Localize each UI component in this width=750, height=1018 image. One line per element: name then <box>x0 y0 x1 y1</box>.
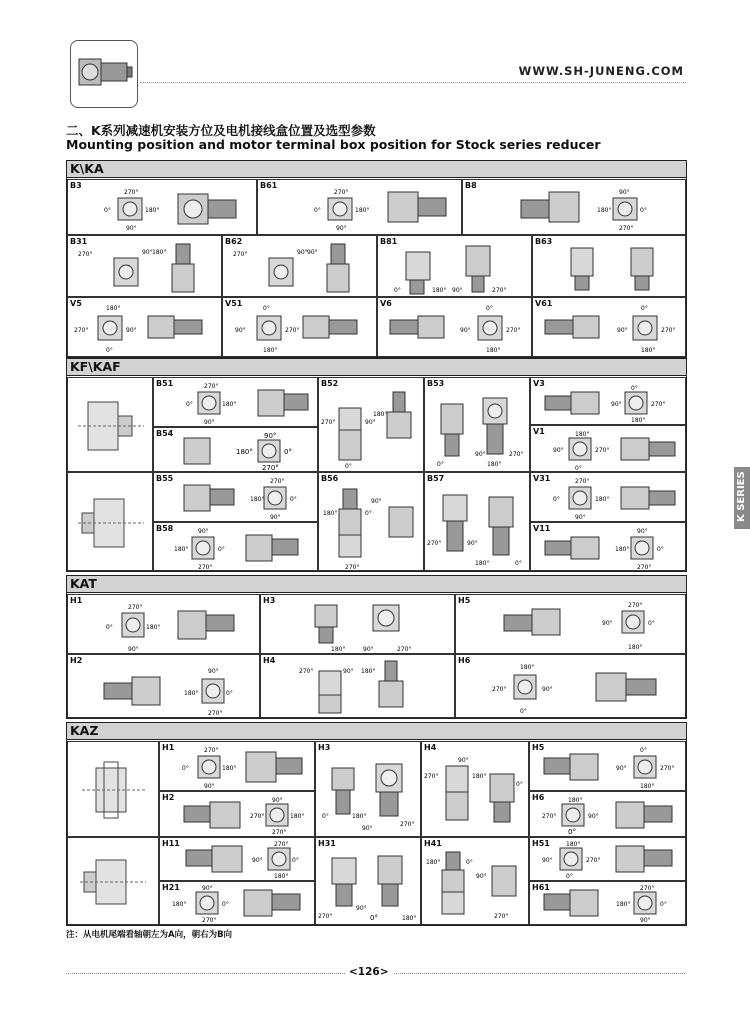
svg-text:90°: 90° <box>637 528 648 535</box>
gearbox-diagram <box>540 744 685 790</box>
svg-text:180°: 180° <box>290 813 305 820</box>
svg-text:90°: 90° <box>362 825 373 832</box>
svg-text:90°: 90° <box>208 668 219 675</box>
svg-text:0°: 0° <box>263 305 270 312</box>
svg-text:0°: 0° <box>290 496 297 503</box>
svg-text:90°: 90° <box>611 401 622 408</box>
series-side-tab <box>734 467 750 529</box>
svg-text:270°: 270° <box>492 686 507 693</box>
svg-text:180°: 180° <box>472 773 487 780</box>
svg-text:0°: 0° <box>182 765 189 772</box>
page-title-cn: 二、K系列减速机安装方位及电机接线盒位置及选型参数 <box>66 123 376 138</box>
svg-text:270°: 270° <box>509 451 524 458</box>
svg-text:0°: 0° <box>370 914 378 922</box>
section-title: K\KA <box>67 161 686 178</box>
svg-text:180°: 180° <box>615 546 630 553</box>
svg-text:0°: 0° <box>314 207 321 214</box>
svg-text:90°: 90° <box>542 857 553 864</box>
svg-text:270°: 270° <box>272 829 287 836</box>
svg-text:180°: 180° <box>174 546 189 553</box>
gearbox-diagram <box>386 242 531 296</box>
svg-text:180°: 180° <box>486 347 501 354</box>
svg-text:180°: 180° <box>172 901 187 908</box>
svg-text:180°: 180° <box>640 783 655 790</box>
svg-text:180°: 180° <box>373 411 388 418</box>
gearbox-diagram <box>321 388 425 472</box>
svg-text:0°: 0° <box>284 448 292 456</box>
svg-text:90°: 90° <box>460 327 471 334</box>
svg-text:90°: 90° <box>204 419 215 426</box>
gearbox-diagram <box>98 601 258 653</box>
svg-text:0°: 0° <box>292 857 299 864</box>
section-kf-kaf <box>66 358 687 572</box>
svg-text:270°: 270° <box>262 464 279 472</box>
gearbox-diagram <box>540 840 685 880</box>
svg-text:180°: 180° <box>263 347 278 354</box>
svg-text:0°: 0° <box>566 873 573 880</box>
svg-text:270°: 270° <box>198 564 213 571</box>
svg-text:90°: 90° <box>602 620 613 627</box>
svg-text:90°: 90° <box>343 668 354 675</box>
svg-text:90°: 90° <box>142 249 153 256</box>
svg-text:180°: 180° <box>628 644 643 651</box>
mounting-cell-v6: V6 0° 90° 270° 180° <box>377 297 532 357</box>
gearbox-diagram <box>72 302 222 356</box>
svg-text:270°: 270° <box>345 564 360 571</box>
svg-text:90°: 90° <box>252 857 263 864</box>
svg-text:270°: 270° <box>233 251 248 258</box>
svg-text:180°: 180° <box>568 797 583 804</box>
mounting-cell-b61: B61 270° 0° 180° 90° <box>257 179 462 235</box>
svg-text:270°: 270° <box>321 419 336 426</box>
gearbox-diagram <box>174 380 314 426</box>
mounting-cell-h5: H5 0° 90° 270° 180° <box>529 741 686 791</box>
svg-text:0°: 0° <box>520 708 527 715</box>
svg-text:270°: 270° <box>208 710 223 717</box>
svg-text:270°: 270° <box>424 773 439 780</box>
gearbox-diagram <box>291 659 451 717</box>
svg-text:0°: 0° <box>640 207 647 214</box>
svg-text:180°: 180° <box>352 813 367 820</box>
svg-text:270°: 270° <box>492 287 507 294</box>
svg-text:270°: 270° <box>299 668 314 675</box>
svg-text:180°: 180° <box>361 668 376 675</box>
page-title-en: Mounting position and motor terminal box position for Stock series reducer <box>66 137 601 152</box>
svg-text:180°: 180° <box>426 859 441 866</box>
gearbox-diagram <box>513 186 683 234</box>
svg-text:270°: 270° <box>204 383 219 390</box>
mounting-cell-b81: B81 0° 180° 90° 270° <box>377 235 532 297</box>
svg-text:270°: 270° <box>575 478 590 485</box>
mounting-cell-b3: B3 270° 0° 180° 90° <box>67 179 257 235</box>
svg-text:90°: 90° <box>126 225 137 232</box>
svg-text:0°: 0° <box>394 287 401 294</box>
svg-text:90°: 90° <box>542 686 553 693</box>
svg-text:270°: 270° <box>270 478 285 485</box>
svg-text:180°: 180° <box>566 841 581 848</box>
svg-text:180°: 180° <box>355 207 370 214</box>
gearbox-diagram <box>424 848 530 924</box>
section-title: KAT <box>67 576 686 593</box>
svg-text:90°: 90° <box>476 873 487 880</box>
mounting-cell-h5: H5 270° 90° 0° 180° <box>455 594 686 654</box>
gearbox-diagram <box>496 599 686 653</box>
svg-text:270°: 270° <box>128 604 143 611</box>
svg-text:270°: 270° <box>400 821 415 828</box>
svg-text:90°: 90° <box>272 797 283 804</box>
gearmotor-thumbnail <box>70 40 138 108</box>
svg-text:0°: 0° <box>365 510 372 517</box>
mounting-cell-v51: V51 0° 90° 270° 180° <box>222 297 377 357</box>
gearbox-diagram <box>427 388 531 472</box>
gearbox-diagram <box>486 659 686 717</box>
svg-text:0°: 0° <box>322 813 329 820</box>
mounting-cell-b54: B54 90° 180° 0° 270° <box>153 427 318 472</box>
svg-text:180°: 180° <box>274 873 289 880</box>
gearbox-diagram <box>162 525 314 571</box>
mounting-cell-h21: H21 90° 180° 0° 270° <box>159 881 315 925</box>
gearbox-diagram <box>539 382 685 424</box>
svg-text:270°: 270° <box>334 189 349 196</box>
gearbox-diagram <box>170 794 314 836</box>
mounting-cell-h11: H11 270° 90° 0° 180° <box>159 837 315 881</box>
svg-text:90°: 90° <box>336 225 347 232</box>
svg-text:180°: 180° <box>432 287 447 294</box>
svg-text:180°: 180° <box>475 560 490 567</box>
svg-text:180°: 180° <box>331 646 346 653</box>
gearbox-diagram <box>427 485 531 571</box>
svg-text:0°: 0° <box>104 207 111 214</box>
svg-text:270°: 270° <box>78 251 93 258</box>
svg-text:180°: 180° <box>236 448 253 456</box>
svg-text:180°: 180° <box>222 765 237 772</box>
svg-text:270°: 270° <box>427 540 442 547</box>
svg-text:0°: 0° <box>486 305 493 312</box>
svg-text:90°: 90° <box>467 540 478 547</box>
svg-text:90°: 90° <box>365 419 376 426</box>
svg-text:0°: 0° <box>657 546 664 553</box>
flange-reducer-drawing-2 <box>67 472 153 571</box>
mounting-cell-h2: H2 90° 270° 180° 270° <box>159 791 315 837</box>
svg-text:90°: 90° <box>617 327 628 334</box>
svg-text:270°: 270° <box>250 813 265 820</box>
page-number: <126> <box>345 966 393 978</box>
svg-text:90°: 90° <box>270 514 281 521</box>
svg-text:90°: 90° <box>264 432 277 440</box>
gearbox-diagram <box>537 302 687 356</box>
svg-text:270°: 270° <box>506 327 521 334</box>
svg-text:270°: 270° <box>202 917 217 924</box>
gearbox-diagram <box>298 186 458 234</box>
svg-text:270°: 270° <box>204 747 219 754</box>
mounting-cell-b55: B55 270° 180° 0° 90° <box>153 472 318 522</box>
mounting-cell-h3: H3 180° 90° 270° <box>260 594 455 654</box>
section-kat <box>66 575 687 719</box>
section-kaz <box>66 722 687 926</box>
mounting-cell-h51: H51 180° 90° 270° 0° <box>529 837 686 881</box>
svg-text:90°: 90° <box>204 783 215 790</box>
svg-text:270°: 270° <box>661 327 676 334</box>
svg-text:90°: 90° <box>356 905 367 912</box>
svg-text:90°: 90° <box>126 327 137 334</box>
svg-text:0°: 0° <box>553 496 560 503</box>
hollow-shaft-reducer-drawing <box>67 741 159 837</box>
mounting-cell-v5: V5 180° 270° 90° 0° <box>67 297 222 357</box>
svg-text:270°: 270° <box>619 225 634 232</box>
svg-text:0°: 0° <box>345 463 352 470</box>
gearbox-diagram <box>174 475 314 521</box>
mounting-cell-b31: B31 270° 90° 180° <box>67 235 222 297</box>
mounting-cell-b57: B57 270° 90° 180° 0° <box>424 472 530 571</box>
mounting-cell-h1: H1 270° 0° 180° 90° <box>159 741 315 791</box>
svg-text:0°: 0° <box>437 461 444 468</box>
gearbox-diagram <box>170 840 314 880</box>
mounting-cell-b52: B52 270° 90° 180° 0° <box>318 377 424 472</box>
svg-text:180°: 180° <box>145 207 160 214</box>
svg-text:90°: 90° <box>307 249 318 256</box>
svg-text:180°: 180° <box>250 496 265 503</box>
gearbox-diagram <box>170 744 314 790</box>
svg-text:90°: 90° <box>198 528 209 535</box>
mounting-cell-h31: H31 270° 90° 0° 180° <box>315 837 421 925</box>
gearbox-diagram <box>539 428 685 472</box>
mounting-cell-h6: H6 180° 270° 90° 0° <box>529 791 686 837</box>
svg-text:0°: 0° <box>631 385 638 392</box>
section-title: KF\KAF <box>67 359 686 376</box>
svg-text:270°: 270° <box>637 564 652 571</box>
gearbox-diagram <box>174 430 314 472</box>
svg-text:90°: 90° <box>619 189 630 196</box>
gearbox-diagram <box>76 242 221 296</box>
svg-text:270°: 270° <box>628 602 643 609</box>
svg-text:90°: 90° <box>588 813 599 820</box>
svg-text:0°: 0° <box>106 347 113 354</box>
svg-text:0°: 0° <box>226 690 233 697</box>
svg-text:180°: 180° <box>402 915 417 922</box>
mounting-cell-h6: H6 180° 270° 90° 0° <box>455 654 686 718</box>
svg-text:0°: 0° <box>516 781 523 788</box>
mounting-cell-h61: H61 270° 180° 0° 90° <box>529 881 686 925</box>
svg-text:90°: 90° <box>202 885 213 892</box>
website-url: WWW.SH-JUNENG.COM <box>518 64 684 78</box>
gearbox-diagram <box>231 242 376 296</box>
svg-text:0°: 0° <box>660 901 667 908</box>
mounting-cell-b51: B51 270° 0° 180° 90° <box>153 377 318 427</box>
mounting-cell-v1: V1 180° 90° 270° 0° <box>530 425 686 472</box>
svg-text:180°: 180° <box>597 207 612 214</box>
svg-text:0°: 0° <box>575 465 582 472</box>
mounting-cell-v3: V3 0° 90° 270° 180° <box>530 377 686 425</box>
svg-text:0°: 0° <box>648 620 655 627</box>
svg-text:270°: 270° <box>318 913 333 920</box>
gearbox-diagram <box>539 525 685 571</box>
svg-text:0°: 0° <box>222 901 229 908</box>
gearbox-diagram <box>424 752 530 836</box>
svg-text:90°: 90° <box>297 249 308 256</box>
gearbox-diagram <box>318 754 422 836</box>
gearbox-diagram <box>540 794 685 836</box>
mounting-cell-h4: H4 270° 90° 180° <box>260 654 455 718</box>
section-k-ka <box>66 160 687 358</box>
mounting-cell-v61: V61 0° 90° 270° 180° <box>532 297 686 357</box>
svg-text:180°: 180° <box>146 624 161 631</box>
svg-text:270°: 270° <box>660 765 675 772</box>
gearbox-diagram <box>170 884 314 924</box>
mounting-cell-b8: B8 90° 180° 0° 270° <box>462 179 686 235</box>
svg-text:270°: 270° <box>74 327 89 334</box>
svg-text:270°: 270° <box>595 447 610 454</box>
svg-text:180°: 180° <box>222 401 237 408</box>
svg-text:180°: 180° <box>152 249 167 256</box>
mounting-cell-b53: B53 0° 90° 180° 270° <box>424 377 530 472</box>
gearbox-diagram <box>540 884 685 924</box>
footnote: 注：从电机尾端看轴朝左为A向，朝右为B向 <box>66 930 233 940</box>
svg-text:90°: 90° <box>640 917 651 924</box>
side-tab-label: K SERIES <box>736 471 747 522</box>
mounting-cell-h41: H41 180° 0° 90° 270° <box>421 837 529 925</box>
gearbox-diagram <box>541 240 686 296</box>
header-rule <box>140 82 686 83</box>
mounting-cell-b58: B58 90° 180° 0° 270° <box>153 522 318 571</box>
svg-text:0°: 0° <box>106 624 113 631</box>
svg-text:180°: 180° <box>631 417 646 424</box>
mounting-cell-v31: V31 270° 0° 180° 90° <box>530 472 686 522</box>
svg-text:90°: 90° <box>458 757 469 764</box>
svg-text:90°: 90° <box>363 646 374 653</box>
svg-text:270°: 270° <box>274 841 289 848</box>
gearbox-diagram <box>318 848 422 924</box>
svg-text:180°: 180° <box>575 431 590 438</box>
svg-text:90°: 90° <box>235 327 246 334</box>
mounting-cell-b63: B63 <box>532 235 686 297</box>
svg-text:90°: 90° <box>553 447 564 454</box>
mounting-cell-v11: V11 90° 180° 0° 270° <box>530 522 686 571</box>
svg-text:270°: 270° <box>397 646 412 653</box>
hollow-shaft-reducer-drawing-2 <box>67 837 159 925</box>
section-title: KAZ <box>67 723 686 740</box>
svg-text:180°: 180° <box>595 496 610 503</box>
svg-text:0°: 0° <box>568 828 576 836</box>
svg-text:90°: 90° <box>475 451 486 458</box>
svg-text:90°: 90° <box>452 287 463 294</box>
svg-text:0°: 0° <box>641 305 648 312</box>
svg-text:270°: 270° <box>542 813 557 820</box>
mounting-cell-h1: H1 270° 0° 180° 90° <box>67 594 260 654</box>
svg-text:180°: 180° <box>641 347 656 354</box>
mounting-cell-h2: H2 90° 180° 0° 270° <box>67 654 260 718</box>
svg-text:0°: 0° <box>640 747 647 754</box>
svg-text:180°: 180° <box>323 510 338 517</box>
gearbox-diagram <box>539 475 685 521</box>
svg-text:270°: 270° <box>124 189 139 196</box>
svg-text:270°: 270° <box>494 913 509 920</box>
gearbox-diagram <box>382 302 532 356</box>
svg-text:270°: 270° <box>586 857 601 864</box>
gearbox-diagram <box>227 302 377 356</box>
svg-text:180°: 180° <box>184 690 199 697</box>
svg-text:180°: 180° <box>616 901 631 908</box>
svg-text:90°: 90° <box>128 646 139 653</box>
svg-text:270°: 270° <box>285 327 300 334</box>
gearbox-diagram <box>291 599 451 653</box>
mounting-cell-b62: B62 270° 90° 90° <box>222 235 377 297</box>
flange-reducer-drawing <box>67 377 153 472</box>
svg-text:180°: 180° <box>520 664 535 671</box>
svg-text:90°: 90° <box>575 514 586 521</box>
gearbox-diagram <box>98 661 258 717</box>
svg-text:270°: 270° <box>651 401 666 408</box>
gearbox-diagram <box>98 186 258 234</box>
svg-text:270°: 270° <box>640 885 655 892</box>
svg-text:90°: 90° <box>371 498 382 505</box>
mounting-cell-h3: H3 0° 180° 90° 270° <box>315 741 421 837</box>
gearbox-diagram <box>321 485 425 571</box>
svg-text:0°: 0° <box>466 859 473 866</box>
svg-text:0°: 0° <box>218 546 225 553</box>
svg-text:0°: 0° <box>186 401 193 408</box>
mounting-cell-b56: B56 180° 0° 90° 270° <box>318 472 424 571</box>
mounting-cell-h4: H4 270° 90° 180° 0° <box>421 741 529 837</box>
svg-text:0°: 0° <box>515 560 522 567</box>
svg-text:180°: 180° <box>106 305 121 312</box>
svg-text:90°: 90° <box>616 765 627 772</box>
svg-text:180°: 180° <box>487 461 502 468</box>
